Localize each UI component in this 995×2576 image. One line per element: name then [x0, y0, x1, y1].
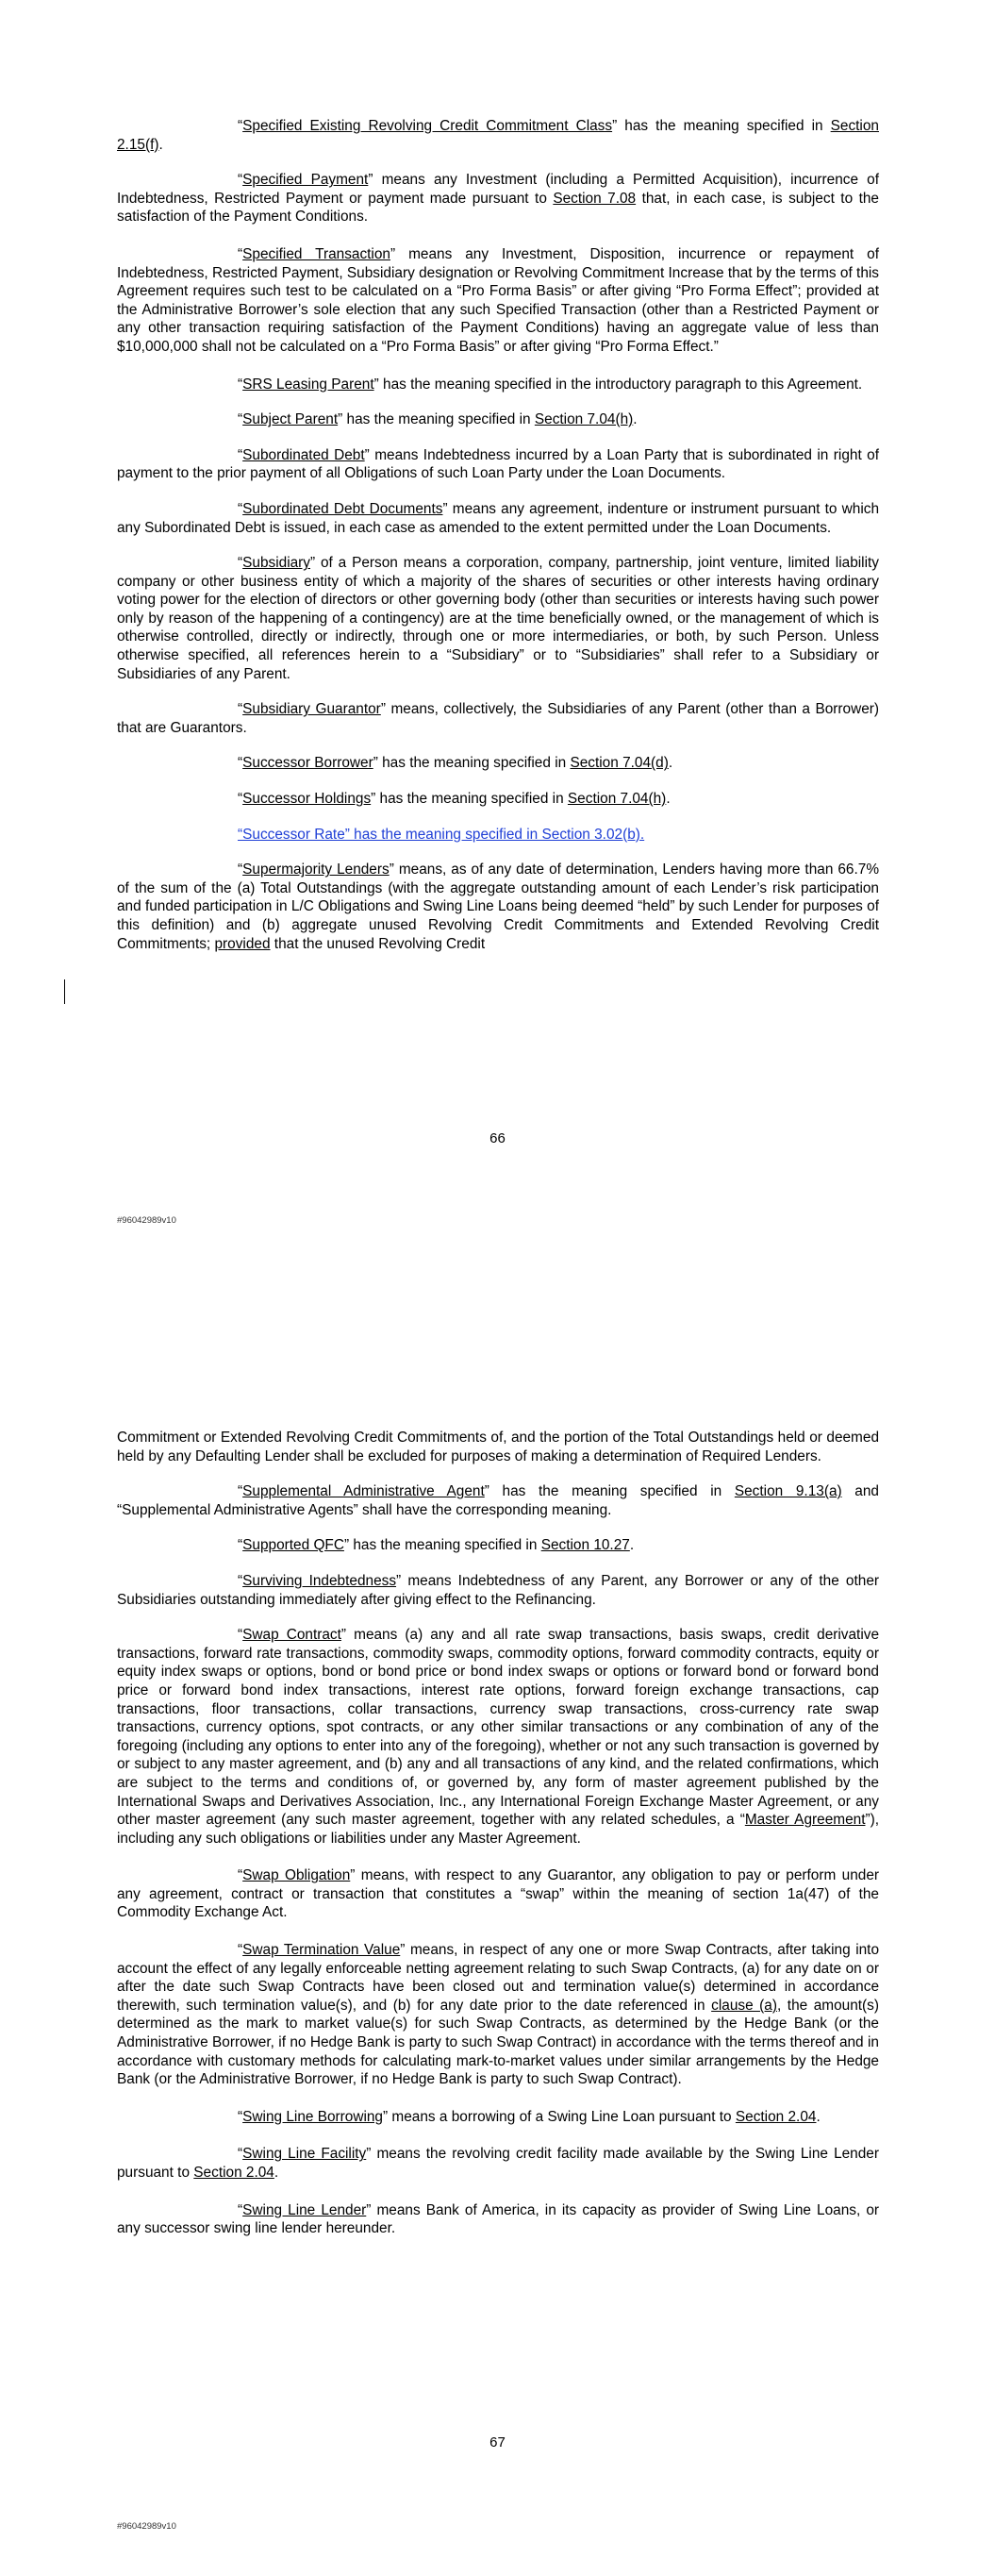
- definition-paragraph: “Subject Parent” has the meaning specified in Section 7.04(h).: [238, 411, 638, 428]
- defined-term: Swap Contract: [242, 1627, 341, 1644]
- definition-paragraph: “SRS Leasing Parent” has the meaning specified in the introductory paragraph to this Agreement.: [238, 376, 863, 393]
- defined-term: Specified Payment: [242, 172, 369, 189]
- document-footer-id: #96042989v10: [117, 1215, 176, 1226]
- definition-paragraph: “Successor Holdings” has the meaning specified in Section 7.04(h).: [238, 791, 671, 808]
- section-reference: Section 7.04(d): [570, 755, 669, 772]
- defined-term: Successor Borrower: [242, 755, 373, 772]
- section-reference: Section 7.08: [553, 190, 637, 207]
- section-reference: Section 2.04: [193, 2165, 274, 2181]
- definition-paragraph: “Supermajority Lenders” means, as of any date of determination, Lenders having more than 66.7% of the sum of the (a) Total Outstandings (with the aggregate outstanding amount of each Lender’s risk participation and funded participation in L/C Obligations and Swing Line Loans being deemed “held” by such Lender for purposes of this definition) and (b) aggregate unused Revolving Credit Commitments and Extended Revolving Credit Commitments; provided that the unused Revolving Credit: [117, 861, 880, 952]
- page-content: [117, 117, 879, 970]
- definition-paragraph: “Subsidiary” of a Person means a corporation, company, partnership, joint venture, limited liability company or other business entity of which a majority of the shares of securities or other interests having ordinary voting power for the election of directors or other governing body (other than securities or interests having such power only by reason of the happening of a contingency) are at the time beneficially owned, or the management of which is otherwise controlled, directly or indirectly, through one or more intermediaries, or both, by such Person. Unless otherwise specified, all references herein to a “Subsidiary” or to “Subsidiaries” shall refer to a Subsidiary or Subsidiaries of any Parent.: [117, 555, 879, 682]
- definition-paragraph: “Specified Existing Revolving Credit Commitment Class” has the meaning specified in Section 2.15(f).: [117, 118, 879, 153]
- defined-term: Swing Line Facility: [242, 2146, 367, 2163]
- defined-term: Swap Termination Value: [242, 1942, 401, 1959]
- definition-paragraph: “Subordinated Debt Documents” means any agreement, indenture or instrument pursuant to which any Subordinated Debt is issued, in each case as amended to the extent permitted under the Loan Documents.: [117, 500, 880, 536]
- defined-term: Specified Existing Revolving Credit Commitment Class: [242, 118, 613, 134]
- inserted-definition-paragraph: [117, 826, 879, 845]
- defined-term: Swap Obligation: [242, 1867, 351, 1884]
- definition-paragraph: “Specified Transaction” means any Investment, Disposition, incurrence or repayment of Indebtedness, Restricted Payment, Subsidiary designation or Revolving Commitment Increase that by the terms of this Agreement requires such test to be calculated on a “Pro Forma Basis” or after giving “Pro Forma Effect”; provided at the Administrative Borrower’s sole election that any such Specified Transaction (other than a Restricted Payment or any other transaction requiring satisfaction of the Payment Conditions) having an aggregate value of less than $10,000,000 shall not be calculated on a “Pro Forma Basis” or after giving “Pro Forma Effect.”: [117, 245, 879, 355]
- defined-term: Surviving Indebtedness: [242, 1572, 397, 1589]
- definition-paragraph: “Surviving Indebtedness” means Indebtedness of any Parent, any Borrower or any of the other Subsidiaries outstanding immediately after giving effect to the Refinancing.: [117, 1572, 879, 1608]
- page-content: [117, 1429, 879, 2255]
- definition-paragraph: “Subsidiary Guarantor” means, collectively, the Subsidiaries of any Parent (other than a Borrower) that are Guarantors.: [117, 701, 880, 736]
- definition-paragraph: “Swap Termination Value” means, in respect of any one or more Swap Contracts, after taking into account the effect of any legally enforceable netting agreement relating to such Swap Contracts, (a) for any date on or after the date such Swap Contracts have been closed out and termination value(s) determined in accordance therewith, such termination value(s), and (b) for any date prior to the date referenced in clause (a), the amount(s) determined as the mark to market value(s) for such Swap Contracts, as determined by the Hedge Bank (or the Administrative Borrower, if no Hedge Bank is party to such Swap Contract) in accordance with the terms thereof and in accordance with customary methods for calculating mark-to-market values under similar arrangements by the Hedge Bank (or the Administrative Borrower, if no Hedge Bank is party to such Swap Contract).: [117, 1942, 880, 2088]
- section-reference: Section 7.04(h): [534, 411, 634, 428]
- continuation-paragraph: Commitment or Extended Revolving Credit Commitments of, and the portion of the Total Outstandings held or deemed held by any Defaulting Lender shall be excluded for purposes of making a determination of Required Lenders.: [117, 1430, 879, 1464]
- definition-paragraph: “Specified Payment” means any Investment (including a Permitted Acquisition), incurrence of Indebtedness, Restricted Payment or payment made pursuant to Section 7.08 that, in each case, is subject to the satisfaction of the Payment Conditions.: [117, 172, 879, 226]
- definition-paragraph: “Swap Contract” means (a) any and all rate swap transactions, basis swaps, credit derivative transactions, forward rate transactions, commodity swaps, commodity options, forward commodity contracts, equity or equity index swaps or options, bond or bond price or bond index swaps or options or forward bond or forward bond price or forward bond index transactions, interest rate options, forward foreign exchange transactions, cap transactions, floor transactions, collar transactions, currency swap transactions, cross-currency rate swap transactions, currency options, spot contracts, or any other similar transactions or any combination of any of the foregoing (including any options to enter into any of the foregoing), whether or not any such transaction is governed by or subject to any master agreement, and (b) any and all transactions of any kind, and the related confirmations, which are subject to the terms and conditions of, or governed by, any form of master agreement published by the International Swaps and Derivatives Association, Inc., any International Foreign Exchange Master Agreement, or any other master agreement (any such master agreement, together with any related schedules, a “Master Agreement”), including any such obligations or liabilities under any Master Agreement.: [117, 1627, 880, 1847]
- page-number: 66: [489, 1130, 506, 1146]
- definition-paragraph: “Swing Line Lender” means Bank of America, in its capacity as provider of Swing Line Loans, or any successor swing line lender hereunder.: [117, 2201, 880, 2237]
- definition-paragraph: “Successor Borrower” has the meaning specified in Section 7.04(d).: [238, 755, 673, 772]
- clause-reference: clause (a): [711, 1997, 777, 2014]
- defined-term: Specified Transaction: [242, 245, 390, 262]
- section-reference: Section 2.04: [735, 2108, 817, 2125]
- document-page-67: [0, 1293, 995, 2576]
- definition-paragraph: “Supplemental Administrative Agent” has the meaning specified in Section 9.13(a) and “Supplemental Administrative Agents” shall have the corresponding meaning.: [117, 1483, 879, 1518]
- section-reference: Section 10.27: [540, 1537, 630, 1554]
- proviso-term: provided: [214, 935, 271, 952]
- definition-paragraph: “Swing Line Facility” means the revolving credit facility made available by the Swing Line Lender pursuant to Section 2.04.: [117, 2146, 879, 2181]
- section-reference: Section 7.04(h): [567, 791, 667, 808]
- section-reference: Section 2.15(f): [117, 118, 879, 153]
- defined-term: Supplemental Administrative Agent: [242, 1483, 485, 1500]
- definition-paragraph: “Swing Line Borrowing” means a borrowing of a Swing Line Loan pursuant to Section 2.04.: [238, 2108, 821, 2125]
- defined-term: SRS Leasing Parent: [242, 376, 374, 393]
- page-number: 67: [489, 2434, 506, 2451]
- inserted-definition-text: “Successor Rate” has the meaning specified in Section 3.02(b).: [238, 826, 645, 843]
- defined-term: Subsidiary Guarantor: [242, 701, 381, 718]
- defined-term: Swing Line Lender: [242, 2201, 367, 2218]
- defined-term: Supermajority Lenders: [242, 861, 390, 878]
- defined-term: Subordinated Debt: [242, 446, 365, 463]
- defined-term: Swing Line Borrowing: [242, 2108, 383, 2125]
- defined-term: Successor Holdings: [242, 791, 372, 808]
- defined-term: Supported QFC: [242, 1537, 344, 1554]
- revision-change-bar: [64, 979, 65, 1004]
- defined-term: Subject Parent: [242, 411, 339, 428]
- defined-term: Master Agreement: [744, 1812, 866, 1829]
- definition-paragraph: “Subordinated Debt” means Indebtedness incurred by a Loan Party that is subordinated in right of payment to the prior payment of all Obligations of such Loan Party under the Loan Documents.: [117, 446, 879, 482]
- defined-term: Subsidiary: [242, 555, 310, 572]
- defined-term: Subordinated Debt Documents: [242, 500, 443, 517]
- section-reference: Section 9.13(a): [734, 1483, 842, 1500]
- definition-paragraph: “Swap Obligation” means, with respect to any Guarantor, any obligation to pay or perform under any agreement, contract or transaction that constitutes a “swap” within the meaning of section 1a(47) of the Commodity Exchange Act.: [117, 1867, 880, 1921]
- document-footer-id: #96042989v10: [117, 2521, 176, 2532]
- definition-paragraph: “Supported QFC” has the meaning specified in Section 10.27.: [238, 1537, 635, 1554]
